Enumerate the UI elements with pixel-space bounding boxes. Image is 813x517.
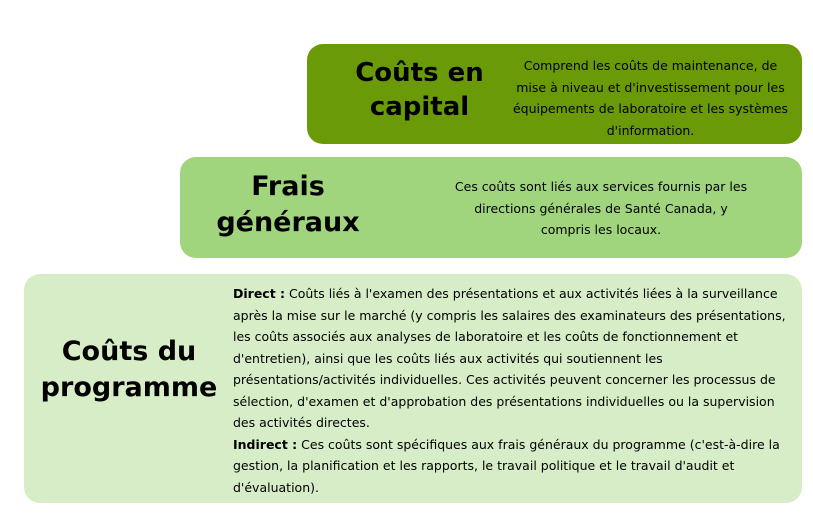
indirect-costs-paragraph [233, 434, 789, 499]
direct-costs-label: Direct : [233, 286, 286, 301]
indirect-costs-text: Ces coûts sont spécifiques aux frais généraux du programme (c'est-à-dire la gestion, la planification et les rapports, le travail politique et le travail d'audit et d'évaluation). [233, 436, 780, 495]
direct-costs-text: Coûts liés à l'examen des présentations et aux activités liées à la surveillance après la mise sur le marché (y compris les salaires des examinateurs des présentations, les coûts associés aux analyses de laboratoire et les coûts de fonctionnement et d'entretien), ainsi que les coûts liés aux activités qui soutiennent les présentations/activités individuelles. Ces activités peuvent concerner les processus de sélection, d'examen et d'approbation des présentations individuelles ou la supervision des activités directes. [233, 286, 786, 430]
program-costs-box [24, 274, 802, 503]
overhead-costs-title [180, 169, 396, 240]
program-costs-title-line1: Coûts du [61, 336, 197, 367]
overhead-costs-description: Ces coûts sont liés aux services fournis par les directions générales de Santé Canada, y compris les locaux. [454, 179, 748, 237]
capital-costs-title [307, 56, 532, 125]
capital-costs-box [307, 44, 802, 144]
program-costs-description [233, 283, 789, 498]
program-costs-title [24, 334, 234, 405]
overhead-costs-title-line2: généraux [216, 206, 360, 238]
capital-costs-title-line1: Coûts en [355, 58, 484, 88]
capital-costs-description: Comprend les coûts de maintenance, de mise à niveau et d'investissement pour les équipements de laboratoire et les systèmes d'information. [512, 58, 789, 138]
capital-costs-title-line2: capital [369, 92, 470, 123]
indirect-costs-label: Indirect : [233, 436, 298, 452]
direct-costs-paragraph [233, 283, 789, 434]
overhead-costs-box [180, 157, 802, 258]
overhead-costs-title-line1: Frais [251, 171, 325, 202]
program-costs-title-line2: programme [40, 371, 218, 403]
